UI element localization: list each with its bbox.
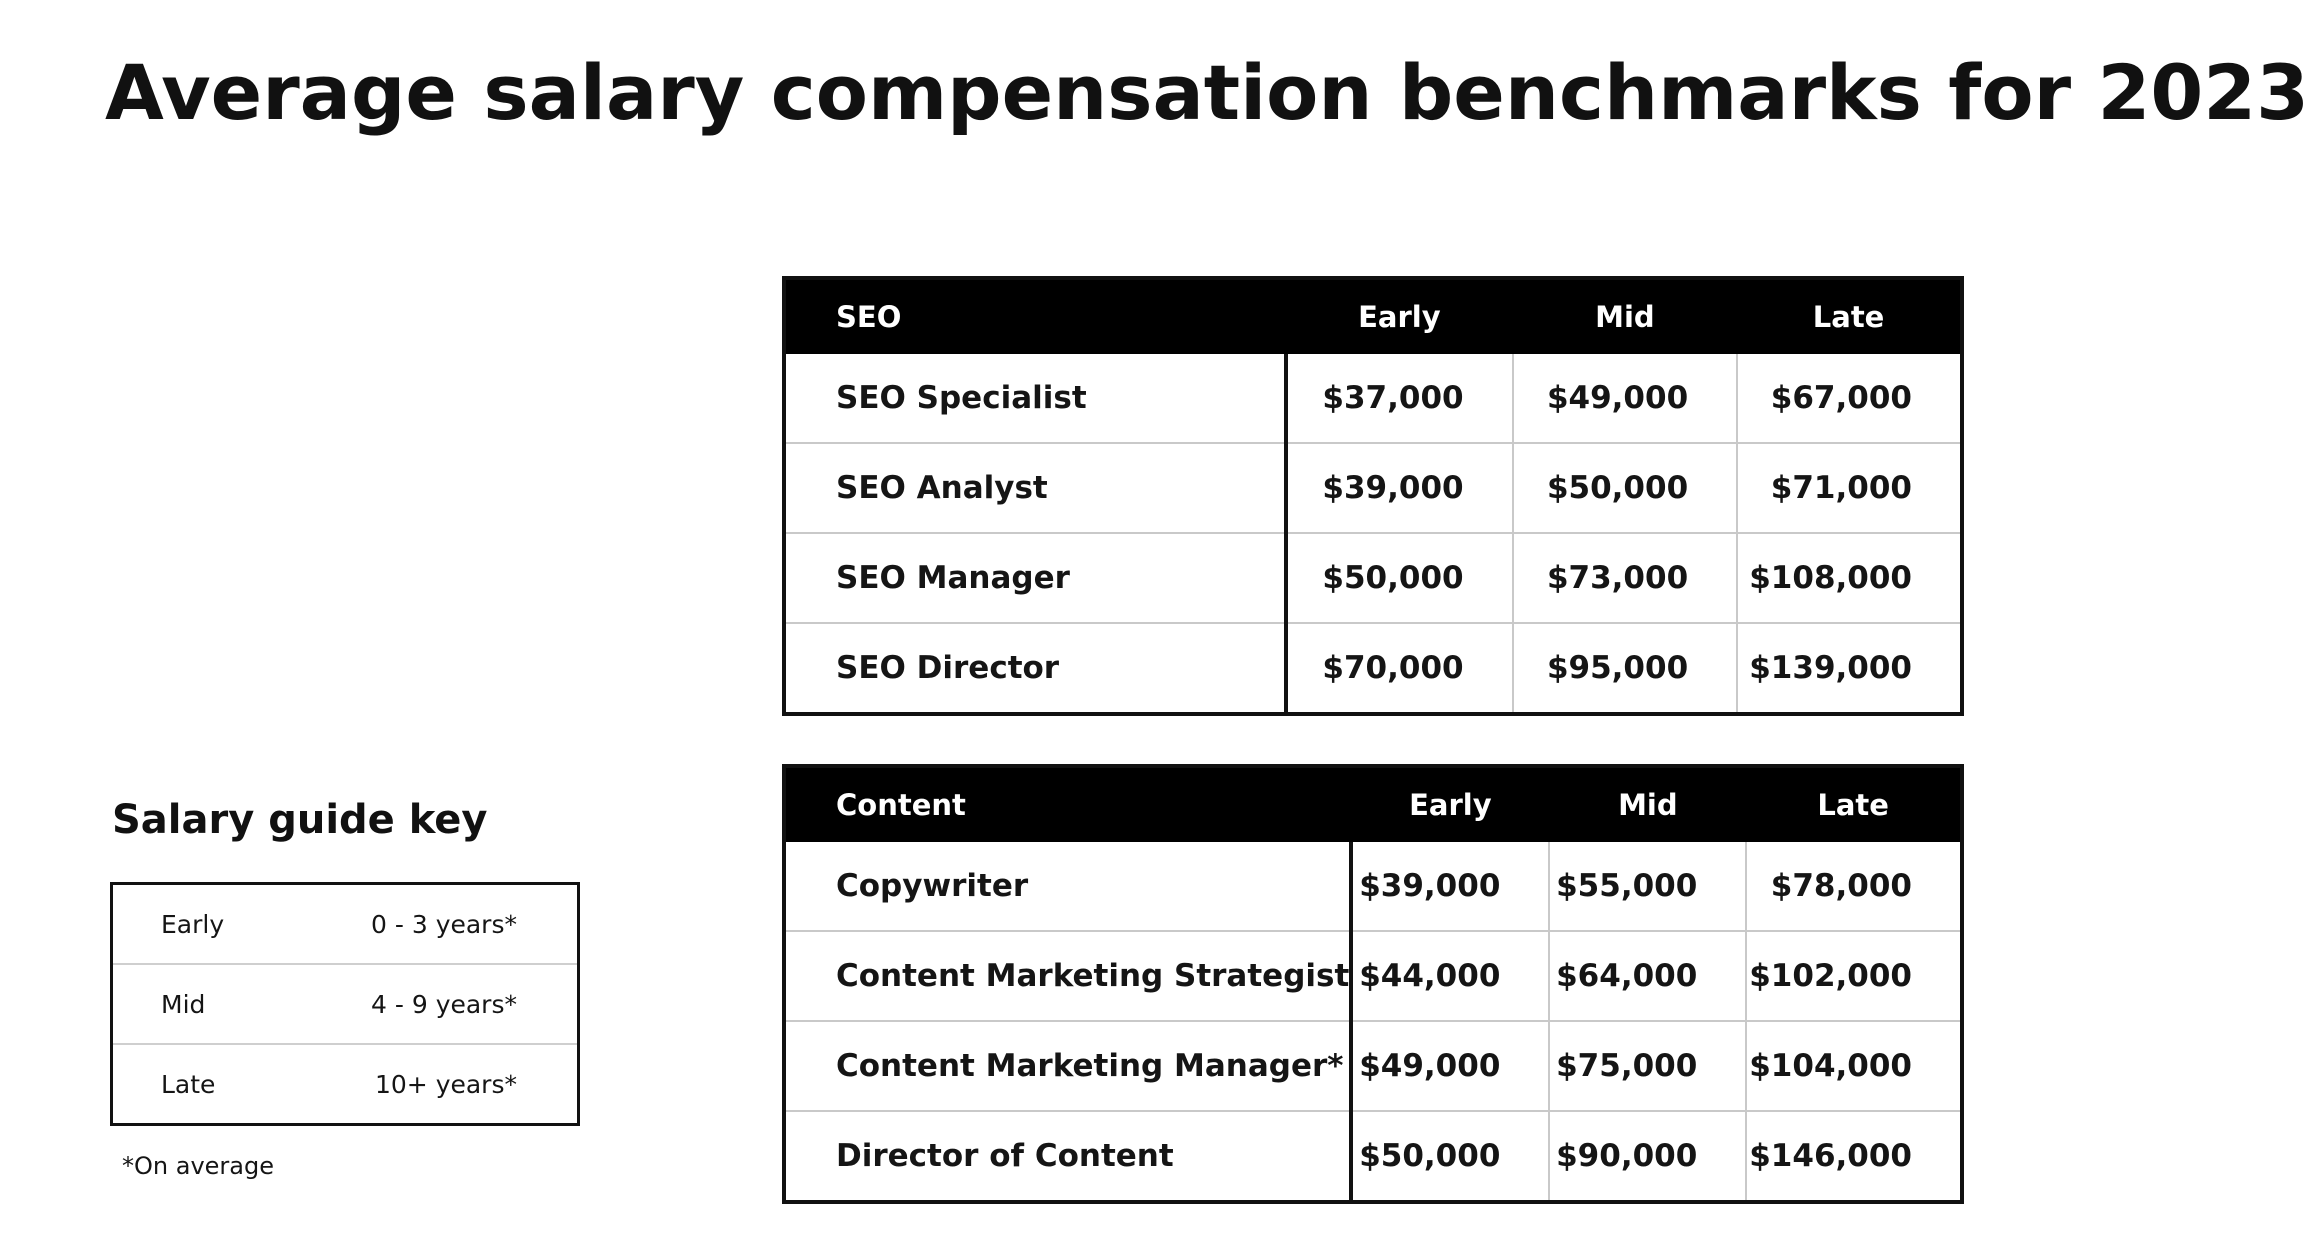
table-row — [784, 931, 1962, 1021]
early-salary: $49,000 — [1351, 1021, 1549, 1111]
salary-key-title: Salary guide key — [112, 797, 488, 843]
role-name: Content Marketing Manager* — [784, 1021, 1351, 1111]
header-early: Early — [1286, 278, 1513, 354]
salary-key-table — [110, 882, 580, 1126]
role-name: SEO Manager — [784, 533, 1286, 623]
key-value: 0 - 3 years* — [371, 909, 517, 939]
mid-salary: $75,000 — [1549, 1021, 1746, 1111]
late-salary: $104,000 — [1746, 1021, 1962, 1111]
role-name: Copywriter — [784, 842, 1351, 931]
table-row — [784, 533, 1962, 623]
table-row — [784, 623, 1962, 714]
key-label: Early — [161, 909, 225, 939]
mid-salary: $64,000 — [1549, 931, 1746, 1021]
early-salary: $50,000 — [1351, 1111, 1549, 1202]
key-value: 4 - 9 years* — [276, 964, 579, 1044]
late-salary: $71,000 — [1737, 443, 1962, 533]
late-salary: $139,000 — [1737, 623, 1962, 714]
key-value: 10+ years* — [276, 1044, 579, 1125]
early-salary: $70,000 — [1286, 623, 1513, 714]
table-row — [784, 443, 1962, 533]
role-name: SEO Analyst — [784, 443, 1286, 533]
early-salary: $37,000 — [1322, 380, 1464, 416]
table-header-row — [784, 766, 1962, 842]
mid-salary: $90,000 — [1549, 1111, 1746, 1202]
table-row — [784, 842, 1962, 931]
page-title: Average salary compensation benchmarks for 2023 — [105, 48, 2309, 137]
mid-salary: $50,000 — [1513, 443, 1738, 533]
late-salary: $146,000 — [1746, 1111, 1962, 1202]
late-salary: $102,000 — [1746, 931, 1962, 1021]
table-row — [784, 354, 1962, 443]
late-salary: $67,000 — [1737, 354, 1962, 443]
seo-salary-table — [782, 276, 1964, 716]
early-salary: $50,000 — [1286, 533, 1513, 623]
key-row — [112, 884, 579, 965]
header-category: SEO — [784, 278, 1286, 354]
table-header-row — [784, 278, 1962, 354]
early-salary: $39,000 — [1359, 868, 1501, 904]
mid-salary: $95,000 — [1513, 623, 1738, 714]
footnote: *On average — [122, 1152, 274, 1180]
late-salary: $108,000 — [1737, 533, 1962, 623]
key-row — [112, 1044, 579, 1125]
header-early: Early — [1351, 766, 1549, 842]
role-name: Content Marketing Strategist — [784, 931, 1351, 1021]
key-label: Mid — [112, 964, 276, 1044]
key-label: Late — [112, 1044, 276, 1125]
role-name: SEO Specialist — [784, 354, 1286, 443]
key-row — [112, 964, 579, 1044]
early-salary: $39,000 — [1286, 443, 1513, 533]
header-mid: Mid — [1513, 278, 1738, 354]
table-row — [784, 1111, 1962, 1202]
header-late: Late — [1746, 766, 1962, 842]
header-late: Late — [1737, 278, 1962, 354]
mid-salary: $73,000 — [1513, 533, 1738, 623]
header-category: Content — [784, 766, 1351, 842]
header-mid: Mid — [1549, 766, 1746, 842]
mid-salary: $49,000 — [1513, 354, 1738, 443]
early-salary: $44,000 — [1351, 931, 1549, 1021]
table-row — [784, 1021, 1962, 1111]
mid-salary: $55,000 — [1549, 842, 1746, 931]
role-name: Director of Content — [784, 1111, 1351, 1202]
late-salary: $78,000 — [1746, 842, 1962, 931]
role-name: SEO Director — [784, 623, 1286, 714]
content-salary-table — [782, 764, 1964, 1204]
